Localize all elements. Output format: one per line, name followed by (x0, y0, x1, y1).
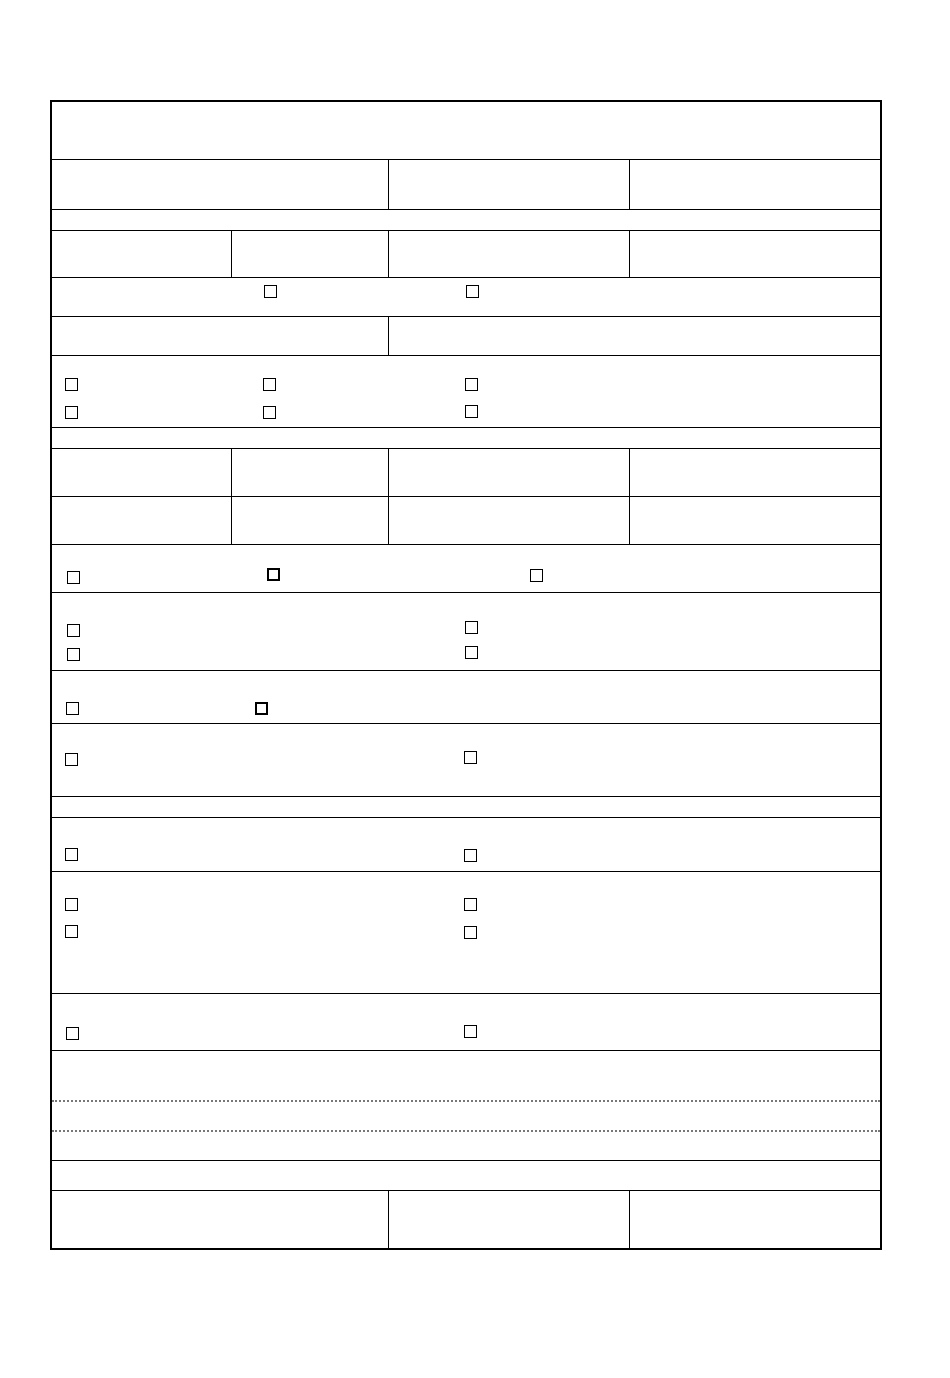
checkbox[interactable] (67, 624, 80, 637)
column-divider (629, 159, 630, 209)
row-divider (52, 1190, 880, 1191)
checkbox[interactable] (65, 753, 78, 766)
row-divider (52, 817, 880, 818)
column-divider (231, 230, 232, 277)
checkbox[interactable] (66, 1027, 79, 1040)
checkbox[interactable] (263, 406, 276, 419)
column-divider (629, 448, 630, 544)
row-divider (52, 355, 880, 356)
column-divider (629, 230, 630, 277)
checkbox[interactable] (464, 926, 477, 939)
checkbox[interactable] (67, 571, 80, 584)
column-divider (231, 448, 232, 544)
column-divider (388, 159, 389, 209)
column-divider (388, 316, 389, 355)
row-divider (52, 592, 880, 593)
row-divider (52, 544, 880, 545)
column-divider (388, 230, 389, 277)
checkbox[interactable] (67, 648, 80, 661)
checkbox[interactable] (466, 285, 479, 298)
checkbox[interactable] (65, 925, 78, 938)
checkbox[interactable] (530, 569, 543, 582)
row-divider (52, 871, 880, 872)
checkbox[interactable] (464, 849, 477, 862)
checkbox[interactable] (66, 702, 79, 715)
checkbox[interactable] (65, 898, 78, 911)
row-divider (52, 209, 880, 210)
row-divider (52, 159, 880, 160)
checkbox[interactable] (464, 751, 477, 764)
row-divider (52, 796, 880, 797)
checkbox[interactable] (267, 568, 280, 581)
form-page (50, 100, 882, 1250)
checkbox[interactable] (255, 702, 268, 715)
checkbox[interactable] (464, 1025, 477, 1038)
checkbox[interactable] (65, 848, 78, 861)
column-divider (388, 1190, 389, 1250)
row-divider (52, 1160, 880, 1161)
row-divider (52, 448, 880, 449)
checkbox[interactable] (465, 405, 478, 418)
checkbox[interactable] (263, 378, 276, 391)
dotted-divider (52, 1100, 880, 1102)
form-title-area (52, 102, 880, 159)
row-divider (52, 427, 880, 428)
checkbox[interactable] (465, 621, 478, 634)
row-divider (52, 993, 880, 994)
row-divider (52, 316, 880, 317)
row-divider (52, 1050, 880, 1051)
row-divider (52, 723, 880, 724)
checkbox[interactable] (465, 646, 478, 659)
row-divider (52, 670, 880, 671)
checkbox[interactable] (65, 378, 78, 391)
row-divider (52, 496, 880, 497)
row-divider (52, 230, 880, 231)
checkbox[interactable] (465, 378, 478, 391)
dotted-divider (52, 1130, 880, 1132)
checkbox[interactable] (264, 285, 277, 298)
column-divider (388, 448, 389, 544)
column-divider (629, 1190, 630, 1250)
row-divider (52, 277, 880, 278)
checkbox[interactable] (65, 406, 78, 419)
checkbox[interactable] (464, 898, 477, 911)
